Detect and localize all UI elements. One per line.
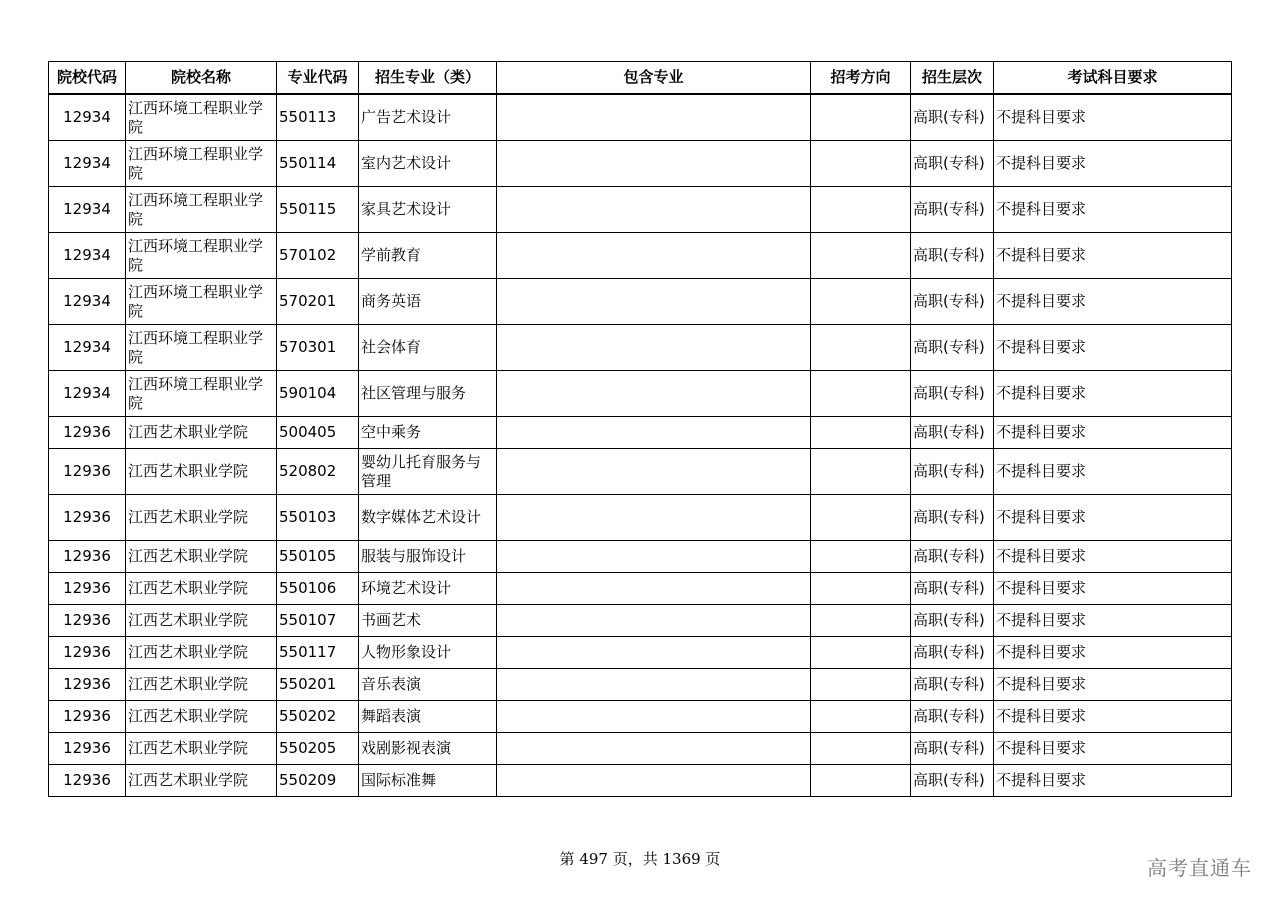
cell-major-code: 520802: [277, 449, 359, 495]
cell-school-code: 12934: [49, 371, 126, 417]
cell-sub-majors: [497, 765, 811, 797]
cell-direction: [811, 279, 911, 325]
cell-major-code: 550103: [277, 495, 359, 541]
cell-major-code: 570201: [277, 279, 359, 325]
cell-school-name: 江西艺术职业学院: [126, 765, 277, 797]
cell-requirement: 不提科目要求: [994, 733, 1232, 765]
cell-school-code: 12934: [49, 279, 126, 325]
table-row: [49, 669, 1232, 701]
table-row: [49, 733, 1232, 765]
cell-school-name: 江西艺术职业学院: [126, 541, 277, 573]
cell-requirement: 不提科目要求: [994, 325, 1232, 371]
table-row: [49, 573, 1232, 605]
table-row: [49, 94, 1232, 141]
cell-school-code: 12936: [49, 637, 126, 669]
header-school-code: 院校代码: [49, 62, 126, 95]
cell-major-code: 550114: [277, 141, 359, 187]
cell-requirement: 不提科目要求: [994, 279, 1232, 325]
cell-requirement: 不提科目要求: [994, 701, 1232, 733]
cell-sub-majors: [497, 325, 811, 371]
cell-direction: [811, 325, 911, 371]
admission-table: [48, 61, 1232, 797]
cell-major: 舞蹈表演: [359, 701, 497, 733]
watermark-logo: 高考直通车: [1147, 856, 1252, 880]
cell-sub-majors: [497, 637, 811, 669]
cell-sub-majors: [497, 371, 811, 417]
page-number: 第 497 页，共 1369 页: [559, 850, 721, 868]
cell-school-name: 江西艺术职业学院: [126, 669, 277, 701]
cell-school-name: 江西艺术职业学院: [126, 733, 277, 765]
cell-requirement: 不提科目要求: [994, 573, 1232, 605]
cell-direction: [811, 233, 911, 279]
cell-major: 社区管理与服务: [359, 371, 497, 417]
cell-major-code: 550113: [277, 94, 359, 141]
cell-major: 数字媒体艺术设计: [359, 495, 497, 541]
table-row: [49, 605, 1232, 637]
cell-level: 高职(专科): [911, 325, 994, 371]
header-sub-majors: 包含专业: [497, 62, 811, 95]
cell-direction: [811, 187, 911, 233]
table-row: [49, 325, 1232, 371]
cell-major-code: 550105: [277, 541, 359, 573]
cell-school-code: 12936: [49, 449, 126, 495]
cell-major: 音乐表演: [359, 669, 497, 701]
table-row: [49, 141, 1232, 187]
table-row: [49, 233, 1232, 279]
cell-requirement: 不提科目要求: [994, 417, 1232, 449]
cell-requirement: 不提科目要求: [994, 637, 1232, 669]
cell-major: 商务英语: [359, 279, 497, 325]
cell-major: 学前教育: [359, 233, 497, 279]
cell-school-code: 12936: [49, 669, 126, 701]
cell-school-name: 江西艺术职业学院: [126, 495, 277, 541]
cell-major-code: 570102: [277, 233, 359, 279]
cell-school-name: 江西环境工程职业学院: [126, 187, 277, 233]
cell-major: 社会体育: [359, 325, 497, 371]
cell-school-code: 12934: [49, 94, 126, 141]
cell-requirement: 不提科目要求: [994, 669, 1232, 701]
cell-school-code: 12936: [49, 573, 126, 605]
cell-requirement: 不提科目要求: [994, 94, 1232, 141]
cell-direction: [811, 701, 911, 733]
cell-major-code: 550205: [277, 733, 359, 765]
cell-major-code: 550115: [277, 187, 359, 233]
cell-sub-majors: [497, 573, 811, 605]
cell-school-name: 江西艺术职业学院: [126, 417, 277, 449]
cell-major-code: 550106: [277, 573, 359, 605]
cell-school-name: 江西艺术职业学院: [126, 573, 277, 605]
cell-major-code: 550117: [277, 637, 359, 669]
header-school-name: 院校名称: [126, 62, 277, 95]
cell-major-code: 590104: [277, 371, 359, 417]
cell-requirement: 不提科目要求: [994, 371, 1232, 417]
cell-major-code: 550202: [277, 701, 359, 733]
table-row: [49, 541, 1232, 573]
cell-direction: [811, 495, 911, 541]
cell-direction: [811, 605, 911, 637]
cell-major: 广告艺术设计: [359, 94, 497, 141]
cell-major-code: 550209: [277, 765, 359, 797]
cell-school-name: 江西环境工程职业学院: [126, 371, 277, 417]
cell-major: 空中乘务: [359, 417, 497, 449]
cell-sub-majors: [497, 701, 811, 733]
cell-school-code: 12936: [49, 417, 126, 449]
cell-level: 高职(专科): [911, 187, 994, 233]
cell-requirement: 不提科目要求: [994, 141, 1232, 187]
cell-level: 高职(专科): [911, 701, 994, 733]
cell-school-code: 12936: [49, 495, 126, 541]
cell-level: 高职(专科): [911, 233, 994, 279]
table-row: [49, 449, 1232, 495]
cell-major: 人物形象设计: [359, 637, 497, 669]
cell-major: 国际标准舞: [359, 765, 497, 797]
cell-school-code: 12934: [49, 325, 126, 371]
cell-school-name: 江西环境工程职业学院: [126, 325, 277, 371]
cell-major: 婴幼儿托育服务与管理: [359, 449, 497, 495]
cell-school-code: 12936: [49, 701, 126, 733]
table-row: [49, 701, 1232, 733]
cell-level: 高职(专科): [911, 573, 994, 605]
cell-major: 家具艺术设计: [359, 187, 497, 233]
cell-level: 高职(专科): [911, 669, 994, 701]
cell-major-code: 550107: [277, 605, 359, 637]
cell-level: 高职(专科): [911, 371, 994, 417]
cell-major-code: 570301: [277, 325, 359, 371]
cell-school-name: 江西环境工程职业学院: [126, 279, 277, 325]
cell-school-code: 12936: [49, 541, 126, 573]
cell-level: 高职(专科): [911, 449, 994, 495]
header-major: 招生专业（类）: [359, 62, 497, 95]
cell-sub-majors: [497, 417, 811, 449]
cell-level: 高职(专科): [911, 733, 994, 765]
cell-level: 高职(专科): [911, 541, 994, 573]
cell-sub-majors: [497, 279, 811, 325]
cell-direction: [811, 541, 911, 573]
cell-requirement: 不提科目要求: [994, 449, 1232, 495]
cell-sub-majors: [497, 187, 811, 233]
cell-requirement: 不提科目要求: [994, 233, 1232, 279]
cell-major: 环境艺术设计: [359, 573, 497, 605]
cell-level: 高职(专科): [911, 417, 994, 449]
cell-school-code: 12936: [49, 605, 126, 637]
cell-major: 戏剧影视表演: [359, 733, 497, 765]
cell-direction: [811, 371, 911, 417]
table-row: [49, 371, 1232, 417]
cell-sub-majors: [497, 605, 811, 637]
cell-direction: [811, 669, 911, 701]
cell-direction: [811, 94, 911, 141]
cell-requirement: 不提科目要求: [994, 187, 1232, 233]
table-header-row: [49, 62, 1232, 95]
cell-direction: [811, 765, 911, 797]
table-row: [49, 495, 1232, 541]
cell-direction: [811, 637, 911, 669]
table-row: [49, 637, 1232, 669]
cell-sub-majors: [497, 141, 811, 187]
cell-sub-majors: [497, 495, 811, 541]
table-row: [49, 187, 1232, 233]
cell-level: 高职(专科): [911, 605, 994, 637]
cell-school-code: 12936: [49, 733, 126, 765]
cell-school-code: 12934: [49, 187, 126, 233]
cell-major: 室内艺术设计: [359, 141, 497, 187]
header-requirement: 考试科目要求: [994, 62, 1232, 95]
cell-sub-majors: [497, 233, 811, 279]
cell-level: 高职(专科): [911, 94, 994, 141]
cell-requirement: 不提科目要求: [994, 495, 1232, 541]
header-direction: 招考方向: [811, 62, 911, 95]
header-level: 招生层次: [911, 62, 994, 95]
cell-direction: [811, 141, 911, 187]
cell-sub-majors: [497, 669, 811, 701]
cell-level: 高职(专科): [911, 765, 994, 797]
cell-direction: [811, 449, 911, 495]
cell-major-code: 500405: [277, 417, 359, 449]
cell-level: 高职(专科): [911, 141, 994, 187]
cell-school-name: 江西环境工程职业学院: [126, 141, 277, 187]
cell-level: 高职(专科): [911, 637, 994, 669]
cell-school-code: 12934: [49, 141, 126, 187]
table-row: [49, 279, 1232, 325]
cell-school-code: 12936: [49, 765, 126, 797]
cell-school-name: 江西艺术职业学院: [126, 605, 277, 637]
cell-major: 服装与服饰设计: [359, 541, 497, 573]
cell-sub-majors: [497, 733, 811, 765]
cell-direction: [811, 733, 911, 765]
cell-major: 书画艺术: [359, 605, 497, 637]
cell-school-name: 江西艺术职业学院: [126, 449, 277, 495]
cell-school-name: 江西环境工程职业学院: [126, 94, 277, 141]
cell-direction: [811, 417, 911, 449]
cell-direction: [811, 573, 911, 605]
cell-sub-majors: [497, 449, 811, 495]
cell-sub-majors: [497, 94, 811, 141]
cell-requirement: 不提科目要求: [994, 605, 1232, 637]
cell-school-name: 江西艺术职业学院: [126, 701, 277, 733]
header-major-code: 专业代码: [277, 62, 359, 95]
cell-requirement: 不提科目要求: [994, 541, 1232, 573]
cell-school-name: 江西环境工程职业学院: [126, 233, 277, 279]
cell-sub-majors: [497, 541, 811, 573]
cell-major-code: 550201: [277, 669, 359, 701]
cell-level: 高职(专科): [911, 279, 994, 325]
cell-requirement: 不提科目要求: [994, 765, 1232, 797]
cell-level: 高职(专科): [911, 495, 994, 541]
table-row: [49, 417, 1232, 449]
cell-school-name: 江西艺术职业学院: [126, 637, 277, 669]
cell-school-code: 12934: [49, 233, 126, 279]
table-row: [49, 765, 1232, 797]
